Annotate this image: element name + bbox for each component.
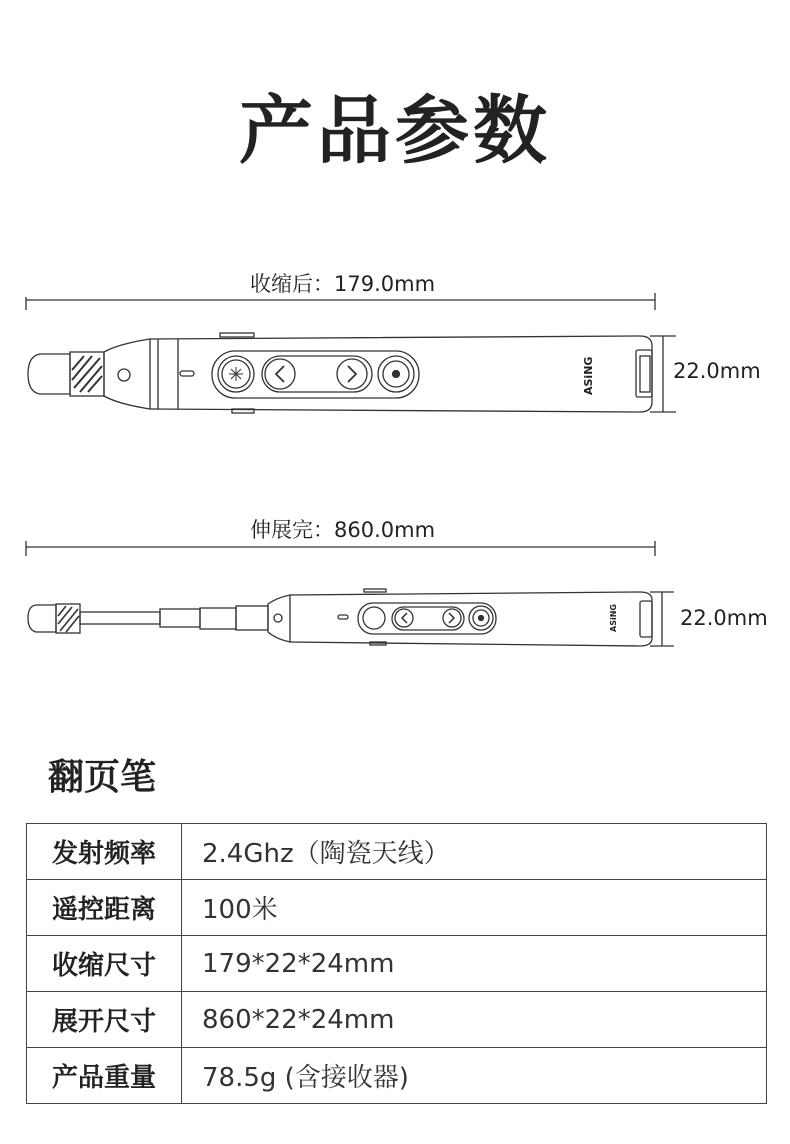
spec-key: 收缩尺寸 — [27, 936, 182, 992]
spec-value: 78.5g (含接收器) — [182, 1048, 767, 1104]
table-row — [27, 1048, 767, 1104]
brand-logo: ASiNG — [582, 356, 595, 395]
retracted-length-label: 收缩后：179.0mm — [250, 272, 436, 296]
page-title: 产品参数 — [239, 88, 551, 174]
spec-value: 860*22*24mm — [182, 992, 767, 1048]
table-row — [27, 824, 767, 880]
extended-height-label: 22.0mm — [680, 606, 768, 630]
spec-table — [26, 823, 767, 1104]
spec-value: 179*22*24mm — [182, 936, 767, 992]
brand-logo-small: ASiNG — [609, 604, 618, 632]
extended-length-label: 伸展完：860.0mm — [250, 518, 436, 542]
spec-value: 2.4Ghz（陶瓷天线） — [182, 824, 767, 880]
spec-key: 遥控距离 — [27, 880, 182, 936]
retracted-pen-diagram — [0, 285, 790, 425]
table-row — [27, 880, 767, 936]
table-row — [27, 936, 767, 992]
section-title: 翻页笔 — [48, 757, 157, 798]
retracted-height-label: 22.0mm — [673, 359, 761, 383]
extended-pen-diagram — [0, 535, 790, 650]
table-row — [27, 992, 767, 1048]
spec-key: 产品重量 — [27, 1048, 182, 1104]
spec-key: 发射频率 — [27, 824, 182, 880]
spec-value: 100米 — [182, 880, 767, 936]
spec-key: 展开尺寸 — [27, 992, 182, 1048]
